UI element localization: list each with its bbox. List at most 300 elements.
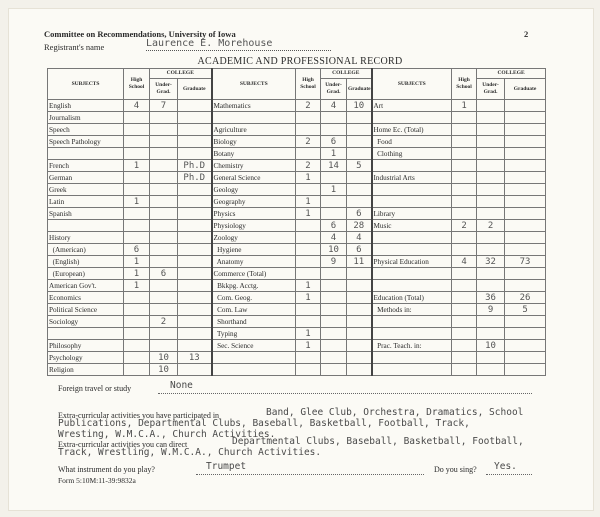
undergrad-cell <box>150 160 178 172</box>
subject-cell <box>372 280 452 292</box>
high-school-cell <box>124 208 150 220</box>
high-school-cell: 6 <box>124 244 150 256</box>
table-row <box>48 292 546 304</box>
subject-cell: Spanish <box>48 208 124 220</box>
graduate-cell <box>347 304 372 316</box>
graduate-cell <box>347 340 372 352</box>
graduate-cell <box>178 256 212 268</box>
subject-cell <box>372 160 452 172</box>
graduate-cell <box>347 148 372 160</box>
table-row <box>48 304 546 316</box>
subject-cell: Music <box>372 220 452 232</box>
subject-cell: Sec. Science <box>212 340 296 352</box>
high-school-cell: 1 <box>296 340 321 352</box>
graduate-cell <box>178 112 212 124</box>
high-school-cell <box>452 232 477 244</box>
undergrad-cell: 6 <box>321 220 347 232</box>
table-row <box>48 316 546 328</box>
high-school-cell: 2 <box>296 100 321 112</box>
high-school-cell <box>452 316 477 328</box>
undergrad-header: Under-Grad. <box>321 79 347 100</box>
subject-cell: Geology <box>212 184 296 196</box>
academic-record-table <box>47 68 546 376</box>
graduate-cell <box>505 232 546 244</box>
graduate-cell <box>505 184 546 196</box>
graduate-cell <box>178 316 212 328</box>
graduate-cell <box>347 328 372 340</box>
undergrad-cell: 4 <box>321 100 347 112</box>
table-row <box>48 268 546 280</box>
high-school-cell <box>452 160 477 172</box>
high-school-cell <box>452 124 477 136</box>
subject-cell: Mathematics <box>212 100 296 112</box>
sing-label: Do you sing? <box>434 465 477 474</box>
subject-cell: Political Science <box>48 304 124 316</box>
table-row <box>48 148 546 160</box>
high-school-cell: 4 <box>124 100 150 112</box>
subject-cell: Typing <box>212 328 296 340</box>
registrant-label: Registrant's name <box>44 42 105 52</box>
subject-cell: Greek <box>48 184 124 196</box>
graduate-cell: Ph.D <box>178 160 212 172</box>
graduate-cell <box>178 136 212 148</box>
undergrad-cell <box>150 232 178 244</box>
undergrad-cell: 9 <box>477 304 505 316</box>
high-school-cell <box>124 328 150 340</box>
subject-cell: Speech Pathology <box>48 136 124 148</box>
subject-cell: Hygiene <box>212 244 296 256</box>
high-school-cell: 1 <box>124 196 150 208</box>
high-school-cell: 1 <box>296 172 321 184</box>
record-title: ACADEMIC AND PROFESSIONAL RECORD <box>197 56 403 67</box>
subject-cell: Latin <box>48 196 124 208</box>
committee-heading: Committee on Recommendations, University of Iowa <box>44 29 236 39</box>
college-header: COLLEGE <box>150 69 212 79</box>
undergrad-cell <box>321 328 347 340</box>
undergrad-cell <box>150 184 178 196</box>
subject-cell <box>372 316 452 328</box>
high-school-cell <box>124 352 150 364</box>
subject-cell <box>372 352 452 364</box>
subject-cell <box>372 112 452 124</box>
undergrad-cell <box>150 196 178 208</box>
undergrad-cell <box>321 124 347 136</box>
travel-line <box>158 393 532 394</box>
undergrad-cell: 7 <box>150 100 178 112</box>
undergrad-cell <box>477 268 505 280</box>
graduate-cell: 26 <box>505 292 546 304</box>
high-school-cell <box>124 340 150 352</box>
high-school-cell: 1 <box>296 280 321 292</box>
high-school-header: High School <box>296 69 321 100</box>
high-school-cell: 4 <box>452 256 477 268</box>
high-school-cell <box>452 136 477 148</box>
high-school-cell <box>296 268 321 280</box>
sing-line <box>486 474 532 475</box>
table-row <box>48 280 546 292</box>
undergrad-cell <box>321 196 347 208</box>
graduate-cell <box>178 280 212 292</box>
undergrad-cell: 4 <box>321 232 347 244</box>
undergrad-cell <box>477 112 505 124</box>
undergrad-header: Under-Grad. <box>477 79 505 100</box>
graduate-cell <box>505 364 546 376</box>
graduate-cell: 4 <box>347 232 372 244</box>
high-school-cell: 1 <box>124 256 150 268</box>
graduate-cell <box>347 172 372 184</box>
undergrad-cell <box>321 208 347 220</box>
high-school-cell <box>124 136 150 148</box>
high-school-cell <box>296 316 321 328</box>
subject-cell: Shorthand <box>212 316 296 328</box>
undergrad-cell <box>477 232 505 244</box>
graduate-cell <box>505 112 546 124</box>
graduate-header: Graduate <box>505 79 546 100</box>
high-school-cell <box>124 220 150 232</box>
graduate-cell <box>178 232 212 244</box>
subject-cell: Bkkpg. Acctg. <box>212 280 296 292</box>
subject-cell <box>212 112 296 124</box>
subject-cell <box>48 148 124 160</box>
graduate-cell <box>505 268 546 280</box>
graduate-cell <box>347 316 372 328</box>
subject-cell: Art <box>372 100 452 112</box>
subject-cell: (European) <box>48 268 124 280</box>
undergrad-cell <box>150 172 178 184</box>
undergrad-cell <box>477 280 505 292</box>
undergrad-cell <box>477 196 505 208</box>
high-school-cell <box>452 196 477 208</box>
undergrad-cell <box>477 172 505 184</box>
subject-cell: Religion <box>48 364 124 376</box>
subject-cell: Com. Law <box>212 304 296 316</box>
high-school-cell <box>124 292 150 304</box>
high-school-cell: 1 <box>452 100 477 112</box>
graduate-header: Graduate <box>178 79 212 100</box>
high-school-cell <box>452 340 477 352</box>
travel-value: None <box>170 380 193 391</box>
sing-value: Yes. <box>494 461 517 472</box>
graduate-cell <box>505 160 546 172</box>
undergrad-cell <box>150 280 178 292</box>
subject-cell: Physiology <box>212 220 296 232</box>
graduate-cell <box>347 184 372 196</box>
subject-cell: Chemistry <box>212 160 296 172</box>
subject-cell: Library <box>372 208 452 220</box>
graduate-cell: 5 <box>347 160 372 172</box>
table-row <box>48 364 546 376</box>
subject-cell: Journalism <box>48 112 124 124</box>
subject-cell: French <box>48 160 124 172</box>
college-header: COLLEGE <box>477 69 546 79</box>
graduate-cell <box>347 292 372 304</box>
undergrad-cell: 6 <box>321 136 347 148</box>
graduate-cell <box>347 196 372 208</box>
graduate-cell <box>347 268 372 280</box>
table-row <box>48 232 546 244</box>
high-school-cell <box>124 304 150 316</box>
undergrad-cell <box>477 184 505 196</box>
subject-cell: Speech <box>48 124 124 136</box>
high-school-cell <box>124 316 150 328</box>
graduate-cell <box>347 352 372 364</box>
high-school-header: High School <box>124 69 150 100</box>
undergrad-cell: 2 <box>477 220 505 232</box>
high-school-cell <box>452 208 477 220</box>
form-number: Form 5:10M:11-39:9832a <box>58 476 136 485</box>
undergrad-cell <box>150 256 178 268</box>
high-school-cell <box>452 292 477 304</box>
high-school-cell <box>296 304 321 316</box>
direct-activities-label: Extra-curricular activities you can direct <box>58 440 188 449</box>
undergrad-cell: 32 <box>477 256 505 268</box>
subject-cell: History <box>48 232 124 244</box>
undergrad-cell <box>477 244 505 256</box>
subject-cell <box>48 328 124 340</box>
direct-activities-value-2: Track, Wrestling, W.M.C.A., Church Activities. <box>58 447 322 458</box>
table-row <box>48 172 546 184</box>
high-school-cell <box>452 148 477 160</box>
table-row <box>48 100 546 112</box>
high-school-cell: 1 <box>124 160 150 172</box>
graduate-cell <box>505 316 546 328</box>
instrument-value: Trumpet <box>206 461 247 472</box>
graduate-cell <box>178 196 212 208</box>
table-row <box>48 184 546 196</box>
high-school-cell: 1 <box>296 196 321 208</box>
high-school-cell <box>452 304 477 316</box>
high-school-cell: 1 <box>296 292 321 304</box>
subject-cell: Com. Geog. <box>212 292 296 304</box>
undergrad-cell <box>150 136 178 148</box>
graduate-cell <box>505 208 546 220</box>
table-row <box>48 136 546 148</box>
page-number: 2 <box>524 29 529 39</box>
high-school-cell: 2 <box>296 136 321 148</box>
subject-cell <box>372 196 452 208</box>
undergrad-cell <box>150 112 178 124</box>
table-row <box>48 220 546 232</box>
high-school-cell <box>296 364 321 376</box>
subject-cell <box>372 244 452 256</box>
subject-cell: Geography <box>212 196 296 208</box>
graduate-cell <box>178 100 212 112</box>
high-school-cell <box>296 256 321 268</box>
table-row <box>48 256 546 268</box>
graduate-cell <box>178 364 212 376</box>
subject-cell: Zoology <box>212 232 296 244</box>
subject-cell <box>372 364 452 376</box>
high-school-cell <box>296 124 321 136</box>
high-school-cell <box>296 244 321 256</box>
undergrad-cell <box>477 316 505 328</box>
high-school-cell <box>452 364 477 376</box>
subject-cell: (English) <box>48 256 124 268</box>
undergrad-cell <box>321 340 347 352</box>
subject-cell: Sociology <box>48 316 124 328</box>
graduate-cell <box>505 172 546 184</box>
undergrad-cell <box>477 352 505 364</box>
high-school-cell <box>296 112 321 124</box>
high-school-cell <box>452 328 477 340</box>
graduate-cell <box>178 292 212 304</box>
undergrad-cell <box>150 220 178 232</box>
subject-cell: Industrial Arts <box>372 172 452 184</box>
subject-cell <box>372 328 452 340</box>
high-school-header: High School <box>452 69 477 100</box>
undergrad-cell <box>321 364 347 376</box>
graduate-cell: Ph.D <box>178 172 212 184</box>
high-school-cell <box>296 148 321 160</box>
undergrad-cell <box>150 208 178 220</box>
undergrad-cell: 14 <box>321 160 347 172</box>
high-school-cell <box>124 124 150 136</box>
subject-cell: Anatomy <box>212 256 296 268</box>
graduate-cell <box>347 124 372 136</box>
subject-cell: Economics <box>48 292 124 304</box>
graduate-cell <box>505 340 546 352</box>
high-school-cell: 1 <box>124 268 150 280</box>
extra-activities-label: Extra-curricular activities you have participated in <box>58 411 220 420</box>
undergrad-cell <box>321 352 347 364</box>
graduate-cell <box>505 100 546 112</box>
table-row <box>48 208 546 220</box>
high-school-cell <box>452 268 477 280</box>
graduate-cell <box>505 124 546 136</box>
subject-cell: Education (Total) <box>372 292 452 304</box>
graduate-cell <box>505 280 546 292</box>
undergrad-cell: 1 <box>321 184 347 196</box>
high-school-cell <box>296 184 321 196</box>
graduate-cell: 5 <box>505 304 546 316</box>
subject-cell: Psychology <box>48 352 124 364</box>
graduate-cell <box>178 340 212 352</box>
graduate-cell <box>178 328 212 340</box>
table-row <box>48 244 546 256</box>
graduate-cell: 11 <box>347 256 372 268</box>
subject-cell <box>48 220 124 232</box>
extra-activities-value-1: Band, Glee Club, Orchestra, Dramatics, School <box>266 407 524 418</box>
instrument-line <box>196 474 424 475</box>
graduate-cell <box>505 328 546 340</box>
undergrad-cell <box>477 160 505 172</box>
subject-cell: Prac. Teach. in: <box>372 340 452 352</box>
undergrad-cell <box>477 148 505 160</box>
subject-cell: English <box>48 100 124 112</box>
graduate-cell <box>347 364 372 376</box>
graduate-cell: 28 <box>347 220 372 232</box>
undergrad-cell <box>150 292 178 304</box>
high-school-cell <box>452 184 477 196</box>
undergrad-cell <box>321 292 347 304</box>
travel-label: Foreign travel or study <box>58 384 132 393</box>
high-school-cell: 2 <box>296 160 321 172</box>
high-school-cell <box>452 244 477 256</box>
graduate-header: Graduate <box>347 79 372 100</box>
subject-cell: Physical Education <box>372 256 452 268</box>
high-school-cell <box>452 352 477 364</box>
undergrad-cell <box>150 304 178 316</box>
graduate-cell <box>505 136 546 148</box>
subjects-header: SUBJECTS <box>372 69 452 100</box>
undergrad-cell <box>477 328 505 340</box>
table-row <box>48 196 546 208</box>
undergrad-cell: 10 <box>477 340 505 352</box>
graduate-cell <box>347 280 372 292</box>
graduate-cell <box>178 244 212 256</box>
graduate-cell <box>178 304 212 316</box>
undergrad-cell <box>321 304 347 316</box>
high-school-cell <box>452 112 477 124</box>
instrument-label: What instrument do you play? <box>58 465 155 474</box>
subject-cell: Agriculture <box>212 124 296 136</box>
undergrad-cell <box>321 112 347 124</box>
undergrad-cell <box>150 328 178 340</box>
college-header: COLLEGE <box>321 69 372 79</box>
table-row <box>48 160 546 172</box>
subject-cell <box>372 184 452 196</box>
direct-activities-value-1: Departmental Clubs, Baseball, Basketball, Football, <box>232 436 524 447</box>
subject-cell <box>212 352 296 364</box>
high-school-cell <box>452 280 477 292</box>
undergrad-cell: 6 <box>150 268 178 280</box>
undergrad-cell: 10 <box>150 352 178 364</box>
high-school-cell: 1 <box>296 208 321 220</box>
undergrad-cell <box>477 364 505 376</box>
extra-activities-value-3: Wresting, W.M.C.A., Church Activities. <box>58 429 276 440</box>
subject-cell: Physics <box>212 208 296 220</box>
table-row <box>48 112 546 124</box>
subject-cell <box>372 268 452 280</box>
subject-cell: Philosophy <box>48 340 124 352</box>
high-school-cell <box>124 184 150 196</box>
graduate-cell <box>505 220 546 232</box>
subject-cell: Food <box>372 136 452 148</box>
high-school-cell <box>296 220 321 232</box>
undergrad-cell <box>321 172 347 184</box>
undergrad-cell <box>321 316 347 328</box>
graduate-cell <box>178 208 212 220</box>
graduate-cell: 10 <box>347 100 372 112</box>
high-school-cell <box>124 112 150 124</box>
high-school-cell <box>452 172 477 184</box>
high-school-cell <box>124 232 150 244</box>
undergrad-cell: 10 <box>150 364 178 376</box>
table-row <box>48 352 546 364</box>
subject-cell: Home Ec. (Total) <box>372 124 452 136</box>
high-school-cell <box>124 148 150 160</box>
extra-activities-value-2: Publications, Departmental Clubs, Baseball, Basketball, Football, Track, <box>58 418 470 429</box>
subject-cell: Methods in: <box>372 304 452 316</box>
high-school-cell <box>296 352 321 364</box>
graduate-cell <box>505 352 546 364</box>
undergrad-cell <box>477 100 505 112</box>
undergrad-cell <box>150 340 178 352</box>
subject-cell: (American) <box>48 244 124 256</box>
undergrad-cell <box>321 280 347 292</box>
subject-cell: Biology <box>212 136 296 148</box>
undergrad-cell <box>150 244 178 256</box>
graduate-cell <box>505 244 546 256</box>
graduate-cell: 73 <box>505 256 546 268</box>
undergrad-header: Under-Grad. <box>150 79 178 100</box>
graduate-cell <box>178 148 212 160</box>
registrant-name: Laurence E. Morehouse <box>146 38 331 51</box>
undergrad-cell: 9 <box>321 256 347 268</box>
subjects-header: SUBJECTS <box>48 69 124 100</box>
subject-cell <box>212 364 296 376</box>
subject-cell <box>372 232 452 244</box>
